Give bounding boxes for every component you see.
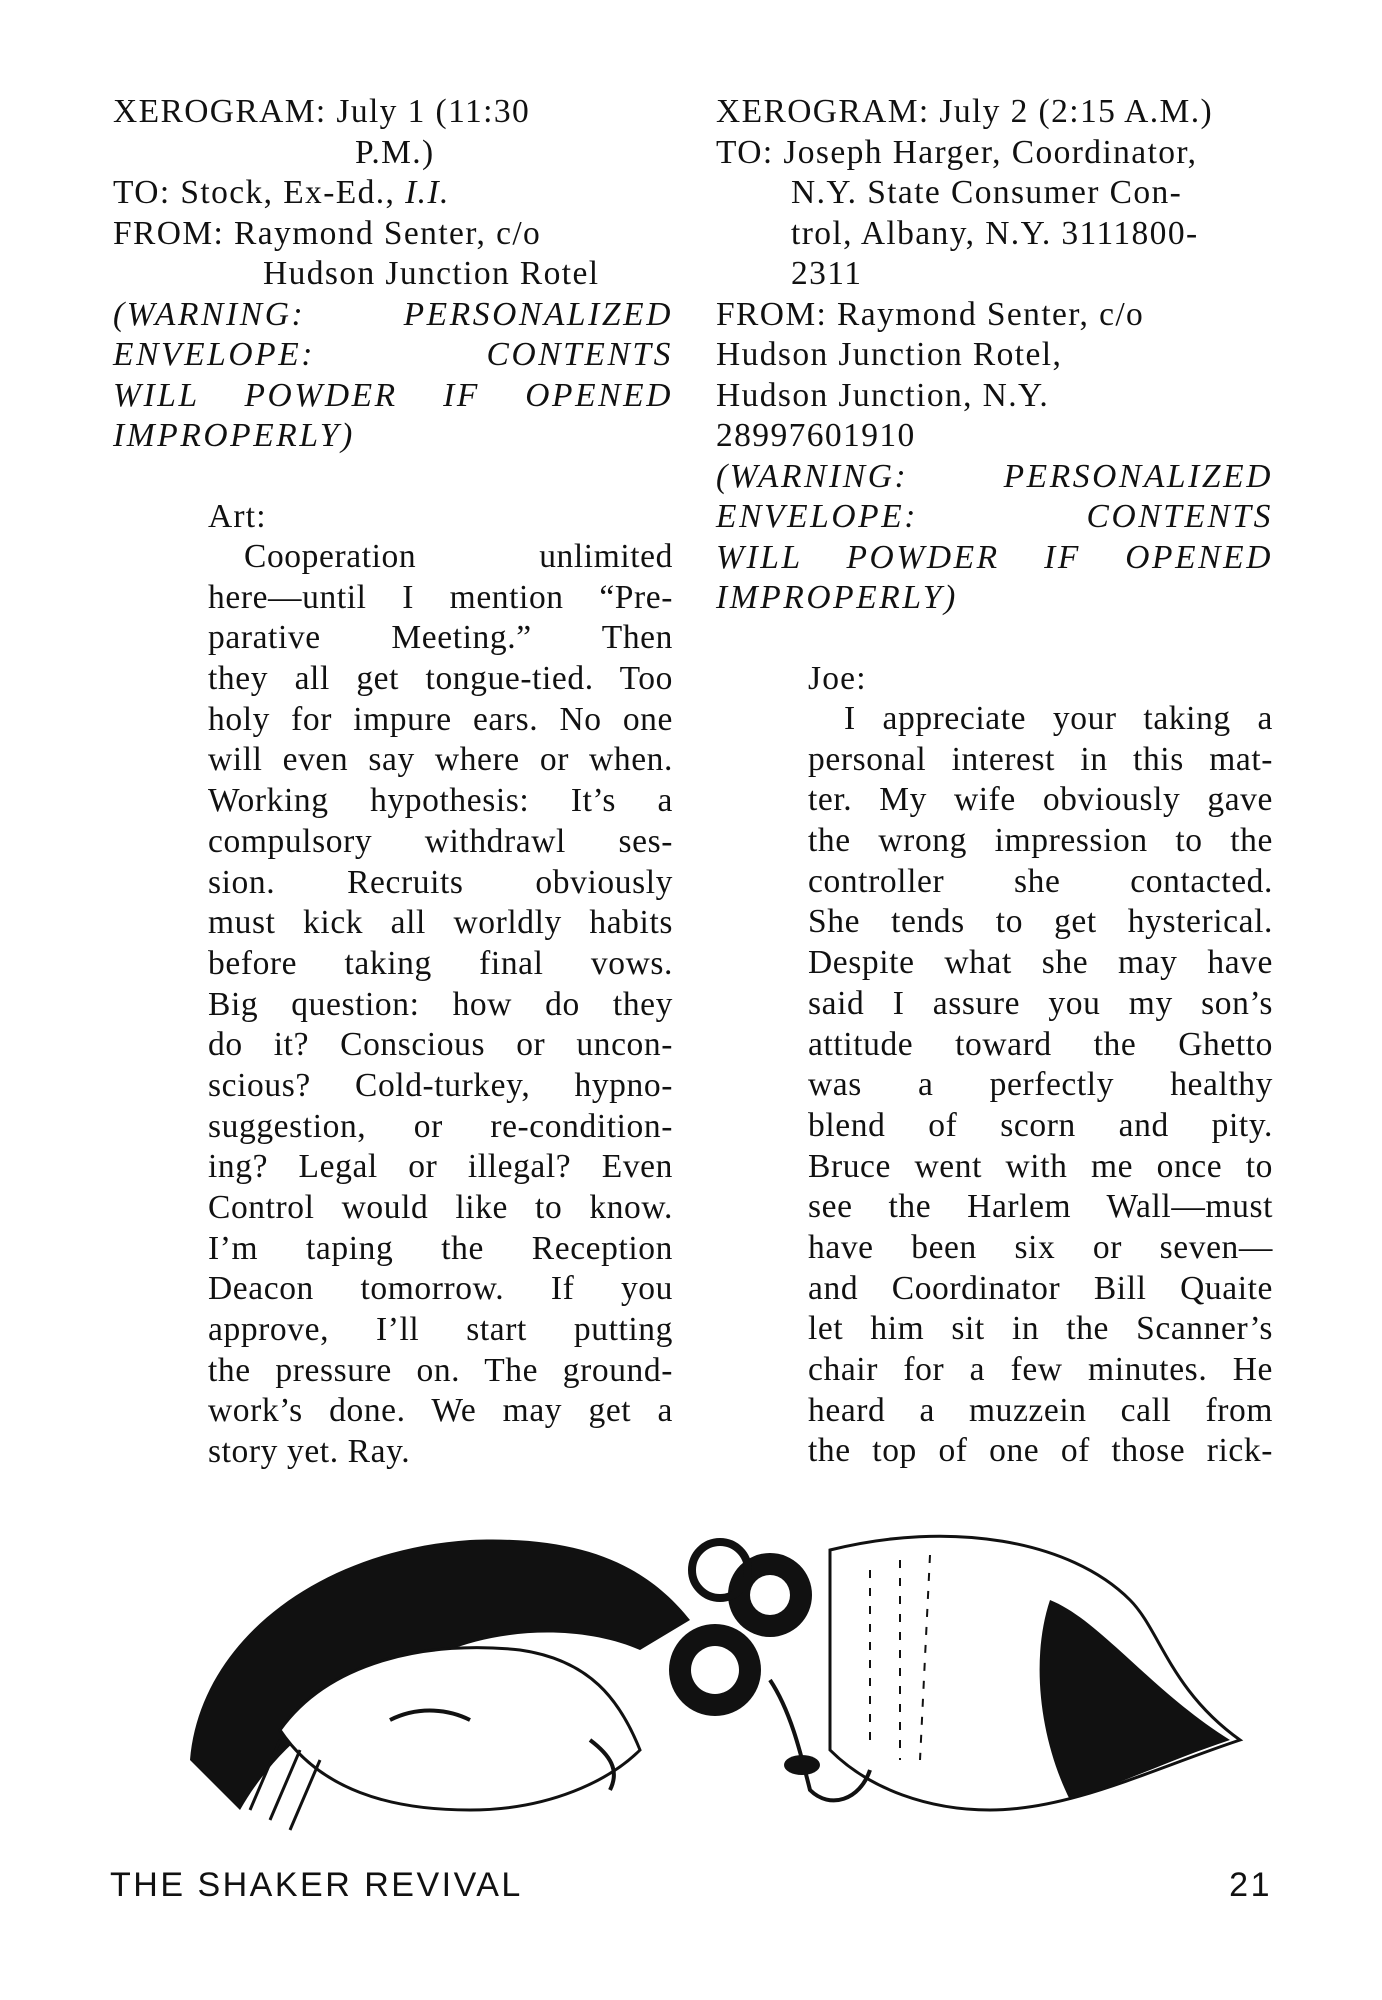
body-line: ter. My wife obviously gave — [808, 781, 1273, 819]
body-line: chair for a few minutes. He — [808, 1351, 1273, 1388]
body-line: suggestion, or re-condition- — [208, 1107, 673, 1145]
body-line: I appreciate your taking a — [844, 700, 1273, 737]
warning-line: WILL POWDER IF OPENED — [716, 538, 1273, 576]
body-line: personal interest in this mat- — [808, 740, 1273, 778]
header-line: Hudson Junction Rotel — [263, 255, 600, 292]
body-line: parative Meeting.” Then — [208, 619, 673, 657]
body-line: Big question: how do they — [208, 985, 673, 1023]
body-line: attitude toward the Ghetto — [808, 1025, 1273, 1063]
warning-line: (WARNING: PERSONALIZED — [716, 457, 1273, 495]
page-number: 21 — [1229, 1866, 1272, 1904]
body-line: blend of scorn and pity. — [808, 1106, 1273, 1144]
body-line: the top of one of those rick- — [808, 1432, 1273, 1470]
body-line: do it? Conscious or uncon- — [208, 1026, 673, 1064]
body-line: Control would like to know. — [208, 1189, 673, 1226]
body-line: Despite what she may have — [808, 944, 1273, 982]
warning-line: IMPROPERLY) — [113, 417, 355, 454]
body-line: Deacon tomorrow. If you — [208, 1270, 673, 1308]
header-line: N.Y. State Consumer Con- — [791, 174, 1183, 211]
body-line: have been six or seven— — [808, 1228, 1273, 1266]
body-line: must kick all worldly habits — [208, 904, 673, 942]
body-line: heard a muzzein call from — [808, 1391, 1273, 1429]
body-line: see the Harlem Wall—must — [808, 1188, 1273, 1226]
warning-line: IMPROPERLY) — [716, 579, 958, 616]
right-body — [808, 699, 1273, 1472]
body-line: approve, I’ll start putting — [208, 1311, 673, 1349]
right-salutation: Joe: — [808, 659, 867, 697]
header-line: 2311 — [791, 255, 863, 292]
right-letter — [808, 659, 1273, 1473]
body-line: let him sit in the Scanner’s — [808, 1310, 1273, 1348]
header-line: P.M.) — [355, 133, 435, 171]
body-line: holy for impure ears. No one — [208, 700, 673, 738]
header-line: FROM: Raymond Senter, c/o — [113, 214, 542, 252]
page-footer — [110, 1866, 1272, 1905]
header-line: XEROGRAM: July 2 (2:15 A.M.) — [716, 93, 1214, 130]
right-column — [716, 92, 1273, 1472]
body-line: here—until I mention “Pre- — [208, 578, 673, 616]
body-line: was a perfectly healthy — [808, 1066, 1273, 1104]
right-warning — [716, 457, 1273, 619]
left-salutation: Art: — [208, 497, 267, 535]
header-line: Hudson Junction Rotel, — [716, 336, 1063, 373]
body-line: She tends to get hysterical. — [808, 903, 1273, 941]
left-warning — [113, 295, 673, 457]
body-line: will even say where or when. — [208, 741, 673, 779]
body-line: ing? Legal or illegal? Even — [208, 1148, 673, 1186]
body-line: the wrong impression to the — [808, 822, 1273, 860]
warning-line: WILL POWDER IF OPENED — [113, 376, 673, 414]
header-line: 28997601910 — [716, 417, 916, 454]
running-title: THE SHAKER REVIVAL — [110, 1866, 523, 1904]
header-line: FROM: Raymond Senter, c/o — [716, 295, 1145, 333]
body-line: they all get tongue-tied. Too — [208, 660, 673, 698]
body-line: Bruce went with me once to — [808, 1147, 1273, 1185]
left-header — [113, 92, 673, 295]
header-line: XEROGRAM: July 1 (11:30 — [113, 93, 531, 130]
body-line: the pressure on. The ground- — [208, 1351, 673, 1389]
header-line: TO: Stock, Ex-Ed., I.I. — [113, 174, 450, 211]
body-line: story yet. Ray. — [208, 1433, 411, 1471]
left-body — [208, 537, 673, 1473]
body-line: scious? Cold-turkey, hypno- — [208, 1066, 673, 1104]
body-line: Working hypothesis: It’s a — [208, 782, 673, 820]
body-line: before taking final vows. — [208, 944, 673, 982]
body-line: controller she contacted. — [808, 862, 1273, 900]
warning-line: (WARNING: PERSONALIZED — [113, 295, 673, 333]
illustration-two-heads — [170, 1510, 1270, 1840]
body-line: work’s done. We may get a — [208, 1392, 673, 1430]
body-line: and Coordinator Bill Quaite — [808, 1269, 1273, 1307]
left-letter — [208, 497, 673, 1473]
body-line: said I assure you my son’s — [808, 984, 1273, 1022]
right-header — [716, 92, 1273, 457]
warning-line: ENVELOPE: CONTENTS — [716, 498, 1273, 535]
header-line: Hudson Junction, N.Y. — [716, 376, 1050, 414]
warning-line: ENVELOPE: CONTENTS — [113, 336, 673, 373]
body-line: Cooperation unlimited — [244, 538, 673, 575]
body-line: compulsory withdrawl ses- — [208, 822, 673, 860]
header-line: TO: Joseph Harger, Coordinator, — [716, 133, 1198, 171]
header-line: trol, Albany, N.Y. 3111800- — [791, 214, 1199, 252]
body-line: sion. Recruits obviously — [208, 863, 673, 901]
body-line: I’m taping the Reception — [208, 1229, 673, 1267]
left-column — [113, 92, 673, 1473]
